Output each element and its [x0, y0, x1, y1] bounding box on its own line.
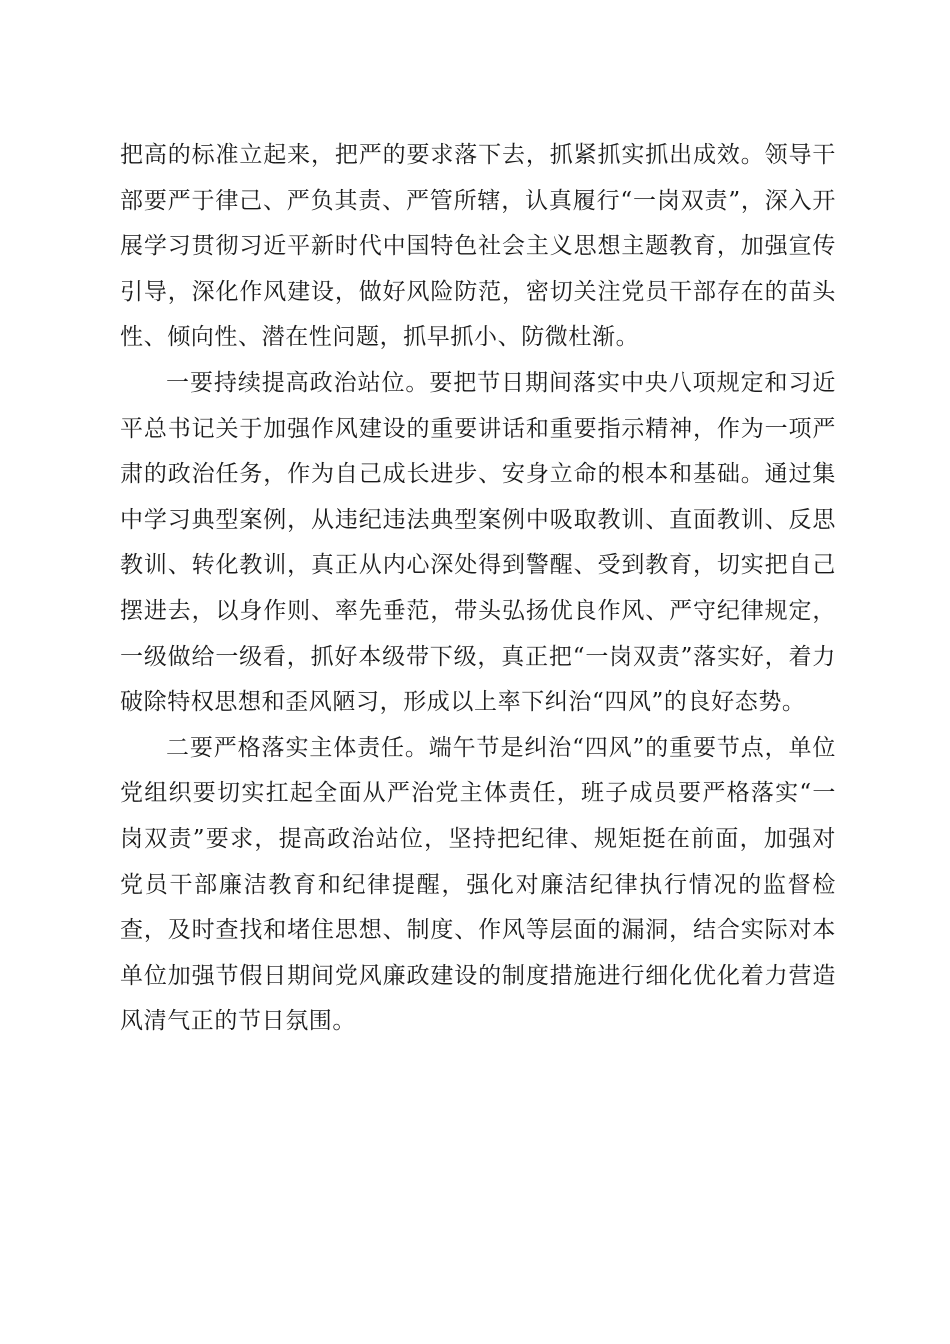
paragraph-continuation: 把高的标准立起来，把严的要求落下去，抓紧抓实抓出成效。领导干部要严于律己、严负其责、严管所辖，认真履行“一岗双责”，深入开展学习贯彻习近平新时代中国特色社会主义思想主题教育，加强宣传引导，深化作风建设，做好风险防范，密切关注党员干部存在的苗头性、倾向性、潜在性问题，抓早抓小、防微杜渐。 — [120, 142, 836, 351]
document-body — [120, 133, 836, 1045]
paragraph-political-stance: 一要持续提高政治站位。要把节日期间落实中央八项规定和习近平总书记关于加强作风建设的重要讲话和重要指示精神，作为一项严肃的政治任务，作为自己成长进步、安身立命的根本和基础。通过集中学习典型案例，从违纪违法典型案例中吸取教训、直面教训、反思教训、转化教训，真正从内心深处得到警醒、受到教育，切实把自己摆进去，以身作则、率先垂范，带头弘扬优良作风、严守纪律规定，一级做给一级看，抓好本级带下级，真正把“一岗双责”落实好，着力破除特权思想和歪风陋习，形成以上率下纠治“四风”的良好态势。 — [120, 369, 836, 716]
paragraph-main-responsibility: 二要严格落实主体责任。端午节是纠治“四风”的重要节点，单位党组织要切实扛起全面从严治党主体责任，班子成员要严格落实“一岗双责”要求，提高政治站位，坚持把纪律、规矩挺在前面，加强对党员干部廉洁教育和纪律提醒，强化对廉洁纪律执行情况的监督检查，及时查找和堵住思想、制度、作风等层面的漏洞，结合实际对本单位加强节假日期间党风廉政建设的制度措施进行细化优化着力营造风清气正的节日氛围。 — [120, 734, 836, 1035]
